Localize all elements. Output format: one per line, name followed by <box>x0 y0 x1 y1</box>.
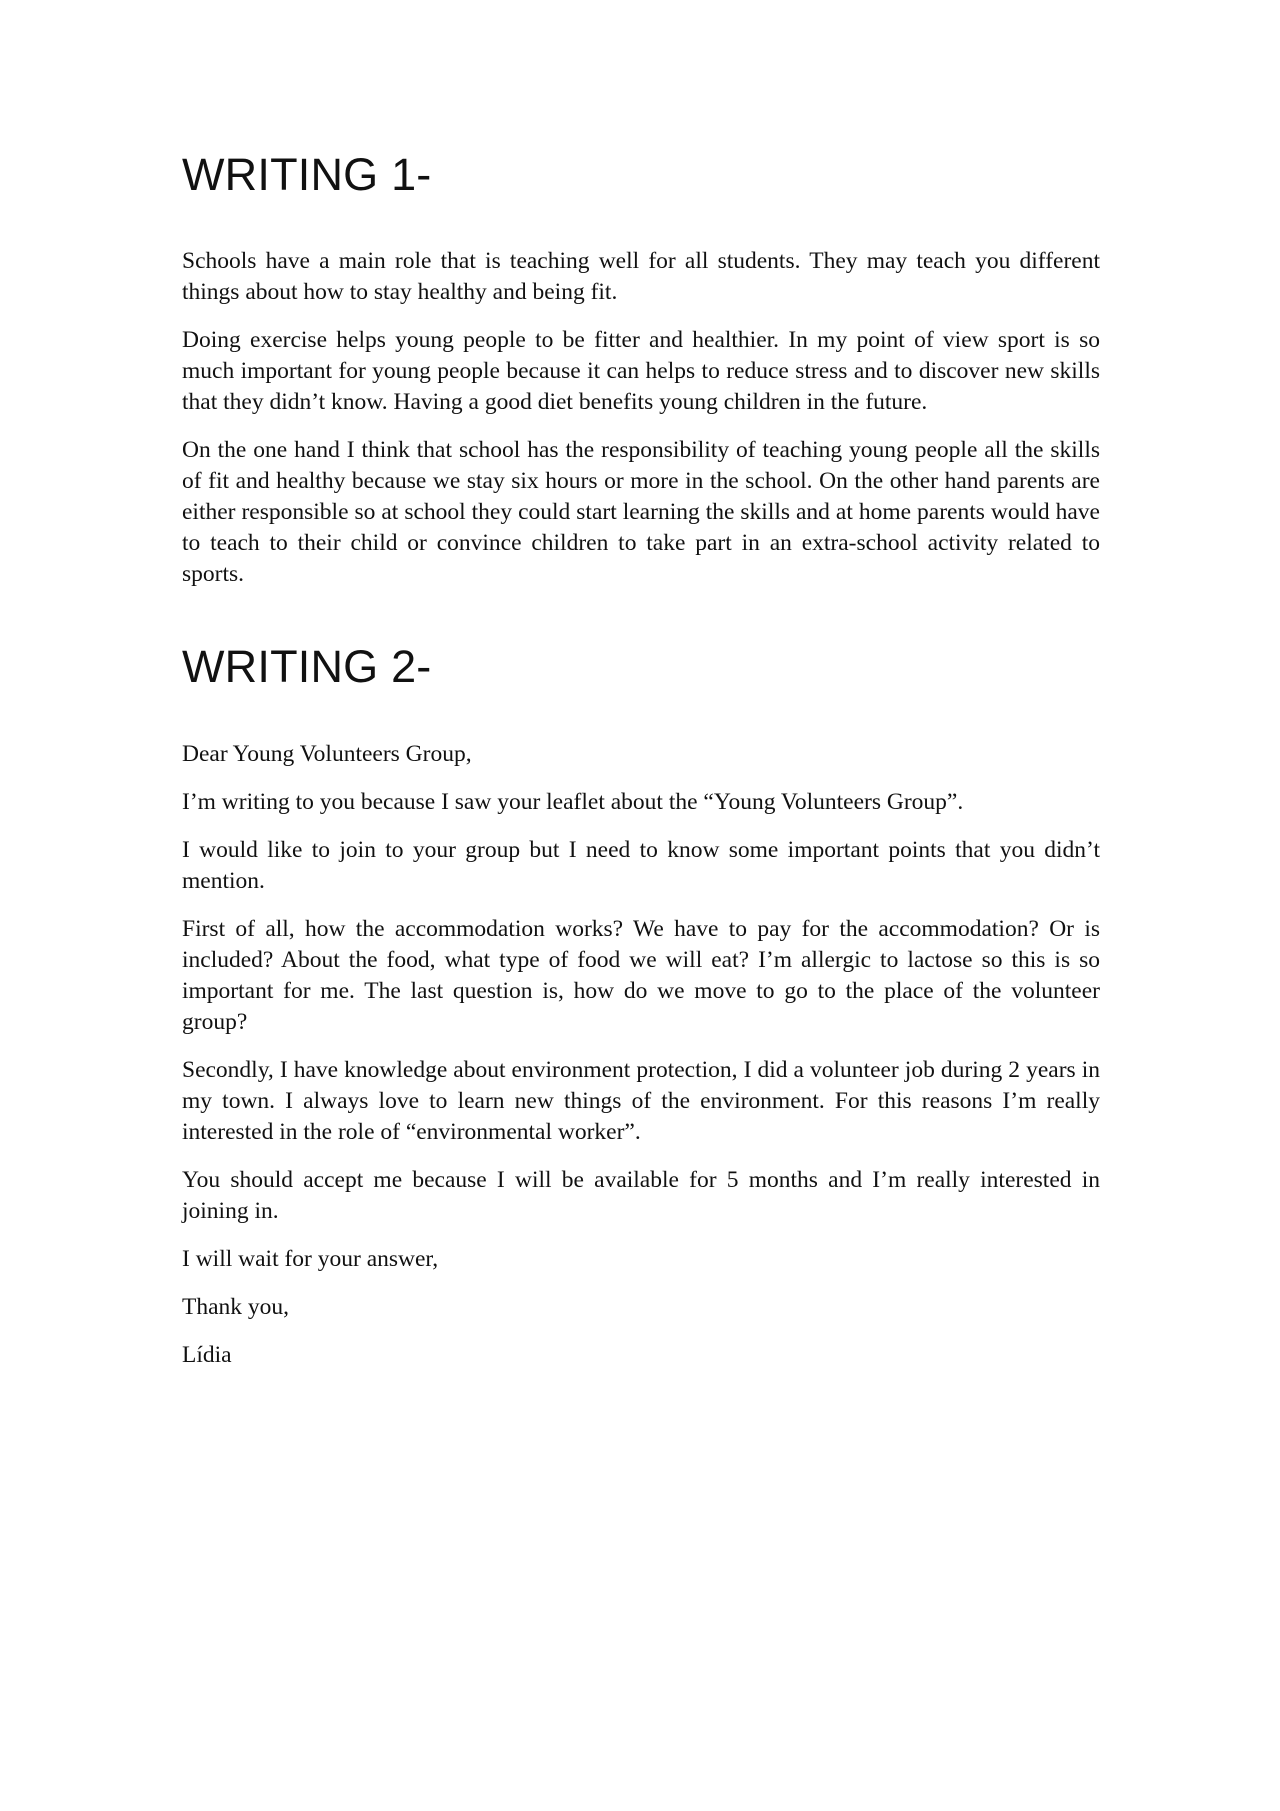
letter-paragraph: I’m writing to you because I saw your leaflet about the “Young Volunteers Group”. <box>182 788 964 815</box>
letter-closing: I will wait for your answer, <box>182 1245 439 1272</box>
writing-1-title: WRITING 1- <box>182 149 432 200</box>
letter-paragraph: First of all, how the accommodation works? We have to pay for the accommodation? Or is included? About the food, what type of food we will eat? I’m allergic to lactose so this is so important for me. The last question is, how do we move to go to the place of the volunteer group? <box>182 915 1100 1035</box>
writing-1-paragraph: Schools have a main role that is teaching well for all students. They may teach you different things about how to stay healthy and being fit. <box>182 248 1100 306</box>
writing-1-paragraph: On the one hand I think that school has the responsibility of teaching young people all the skills of fit and healthy because we stay six hours or more in the school. On the other hand parents are either responsible so at school they could start learning the skills and at home parents would have to teach to their child or convince children to take part in an extra-school activity related to sports. <box>182 437 1100 588</box>
letter-paragraph: Secondly, I have knowledge about environment protection, I did a volunteer job during 2 years in my town. I always love to learn new things of the environment. For this reasons I’m really interested in the role of “environmental worker”. <box>182 1056 1100 1145</box>
writing-1-section <box>182 150 1100 590</box>
letter-paragraph: I would like to join to your group but I need to know some important points that you didn’t mention. <box>182 836 1100 894</box>
writing-1-paragraph: Doing exercise helps young people to be fitter and healthier. In my point of view sport is so much important for young people because it can helps to reduce stress and to discover new skills that they didn’t know. Having a good diet benefits young children in the future. <box>182 327 1100 416</box>
writing-2-title: WRITING 2- <box>182 641 432 693</box>
letter-signature: Lídia <box>182 1341 232 1368</box>
letter-thanks: Thank you, <box>182 1293 290 1320</box>
document-content <box>182 150 1100 1388</box>
letter-greeting: Dear Young Volunteers Group, <box>182 740 472 767</box>
writing-2-section <box>182 642 1100 1370</box>
letter-paragraph: You should accept me because I will be available for 5 months and I’m really interested in joining in. <box>182 1166 1100 1224</box>
